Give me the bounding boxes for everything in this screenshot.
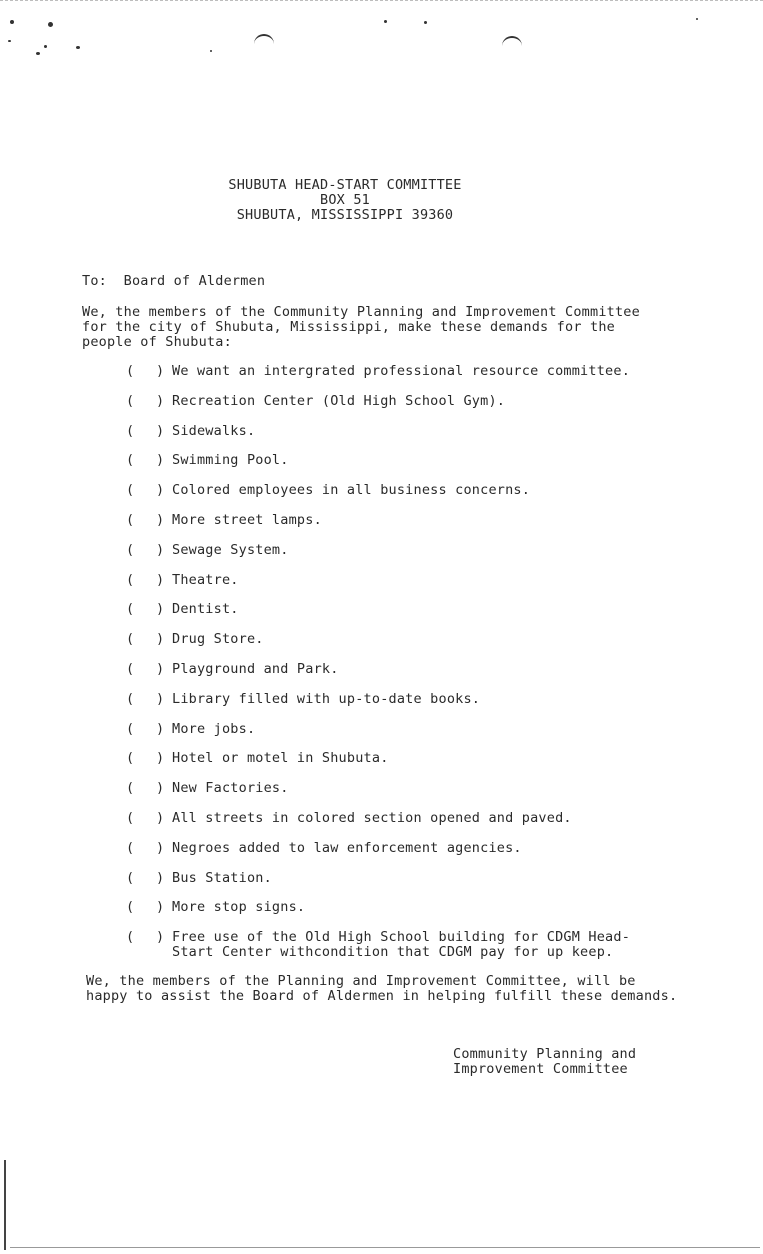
signature-block: Community Planning and Improvement Committee bbox=[453, 1046, 637, 1077]
demand-text: More stop signs. bbox=[172, 899, 306, 916]
checkbox-close-paren: ) bbox=[156, 482, 165, 499]
checkbox-close-paren: ) bbox=[156, 541, 165, 558]
checkbox-close-paren: ) bbox=[156, 601, 165, 618]
checkbox-close-paren: ) bbox=[156, 452, 165, 469]
scan-speck bbox=[44, 45, 47, 48]
scan-speck bbox=[36, 52, 40, 55]
scan-edge bbox=[4, 1160, 6, 1250]
bottom-rule bbox=[10, 1247, 760, 1248]
staple-mark bbox=[254, 34, 274, 46]
demand-text: Library filled with up-to-date books. bbox=[172, 690, 481, 707]
checkbox-close-paren: ) bbox=[156, 422, 165, 439]
checkbox-close-paren: ) bbox=[156, 363, 165, 379]
checkbox-close-paren: ) bbox=[156, 631, 165, 648]
checkbox-close-paren: ) bbox=[156, 839, 165, 856]
checkbox-close-paren: ) bbox=[156, 780, 165, 797]
staple-mark bbox=[502, 36, 522, 48]
letterhead-address: SHUBUTA, MISSISSIPPI 39360 bbox=[236, 207, 454, 223]
scan-speck bbox=[384, 20, 387, 23]
demand-text: Sidewalks. bbox=[172, 422, 256, 439]
letterhead-title: SHUBUTA HEAD-START COMMITTEE bbox=[228, 177, 462, 193]
checkbox-close-paren: ) bbox=[156, 512, 165, 528]
demand-text: Swimming Pool. bbox=[172, 452, 289, 469]
checkbox-close-paren: ) bbox=[156, 392, 165, 409]
demand-text: Hotel or motel in Shubuta. bbox=[172, 750, 389, 767]
demand-text: Colored employees in all business concerns. bbox=[172, 482, 531, 499]
scan-speck bbox=[696, 18, 698, 20]
demand-text: Drug Store. bbox=[172, 631, 264, 648]
checkbox-close-paren: ) bbox=[156, 690, 165, 707]
letterhead bbox=[195, 178, 495, 223]
letterhead-box: BOX 51 bbox=[320, 192, 370, 208]
demand-text: More jobs. bbox=[172, 720, 256, 737]
checkbox-close-paren: ) bbox=[156, 899, 165, 916]
checkbox-open-paren: ( bbox=[126, 899, 135, 916]
checkbox-close-paren: ) bbox=[156, 810, 165, 826]
demand-text: Bus Station. bbox=[172, 869, 272, 886]
demand-text: Free use of the Old High School building for CDGM Head- Start Center withcondition that CDGM pay for up keep. bbox=[172, 929, 631, 961]
checkbox-open-paren: ( bbox=[126, 571, 135, 588]
demand-text: All streets in colored section opened and paved. bbox=[172, 810, 572, 826]
scan-speck bbox=[48, 22, 53, 27]
demand-text: More street lamps. bbox=[172, 512, 322, 528]
checkbox-open-paren: ( bbox=[126, 810, 135, 826]
checkbox-open-paren: ( bbox=[126, 780, 135, 797]
scan-speck bbox=[76, 46, 80, 49]
checkbox-open-paren: ( bbox=[126, 601, 135, 618]
checkbox-open-paren: ( bbox=[126, 839, 135, 856]
checkbox-open-paren: ( bbox=[126, 929, 135, 946]
checkbox-open-paren: ( bbox=[126, 690, 135, 707]
demand-text: Recreation Center (Old High School Gym). bbox=[172, 392, 506, 409]
checkbox-open-paren: ( bbox=[126, 661, 135, 677]
demand-text: Sewage System. bbox=[172, 541, 289, 558]
checkbox-close-paren: ) bbox=[156, 750, 165, 767]
checkbox-open-paren: ( bbox=[126, 392, 135, 409]
intro-paragraph: We, the members of the Community Planning and Improvement Committee for the city of Shubuta, Mississippi, make these demands for the people of Shubuta: bbox=[82, 304, 640, 350]
checkbox-open-paren: ( bbox=[126, 363, 135, 379]
demand-text: Theatre. bbox=[172, 571, 239, 588]
checkbox-close-paren: ) bbox=[156, 661, 165, 677]
checkbox-open-paren: ( bbox=[126, 631, 135, 648]
scan-speck bbox=[424, 21, 427, 24]
scan-speck bbox=[8, 40, 11, 42]
checkbox-open-paren: ( bbox=[126, 512, 135, 528]
checkbox-open-paren: ( bbox=[126, 750, 135, 767]
scan-speck bbox=[10, 20, 14, 24]
demand-text: Dentist. bbox=[172, 601, 239, 618]
demand-text: Negroes added to law enforcement agencies. bbox=[172, 839, 522, 856]
checkbox-close-paren: ) bbox=[156, 571, 165, 588]
checkbox-close-paren: ) bbox=[156, 869, 165, 886]
scan-speck bbox=[210, 50, 212, 52]
checkbox-open-paren: ( bbox=[126, 541, 135, 558]
checkbox-open-paren: ( bbox=[126, 869, 135, 886]
demand-text: Playground and Park. bbox=[172, 661, 339, 677]
top-perforation bbox=[0, 0, 763, 3]
closing-paragraph: We, the members of the Planning and Improvement Committee, will be happy to assist the Board of Aldermen in helping fulfill these demands. bbox=[86, 973, 678, 1004]
demand-text: New Factories. bbox=[172, 780, 289, 797]
checkbox-open-paren: ( bbox=[126, 452, 135, 469]
checkbox-open-paren: ( bbox=[126, 720, 135, 737]
demand-text: We want an intergrated professional resource committee. bbox=[172, 363, 631, 379]
checkbox-close-paren: ) bbox=[156, 929, 165, 946]
checkbox-close-paren: ) bbox=[156, 720, 165, 737]
checkbox-open-paren: ( bbox=[126, 422, 135, 439]
checkbox-open-paren: ( bbox=[126, 482, 135, 499]
recipient-line: To: Board of Aldermen bbox=[82, 273, 266, 289]
